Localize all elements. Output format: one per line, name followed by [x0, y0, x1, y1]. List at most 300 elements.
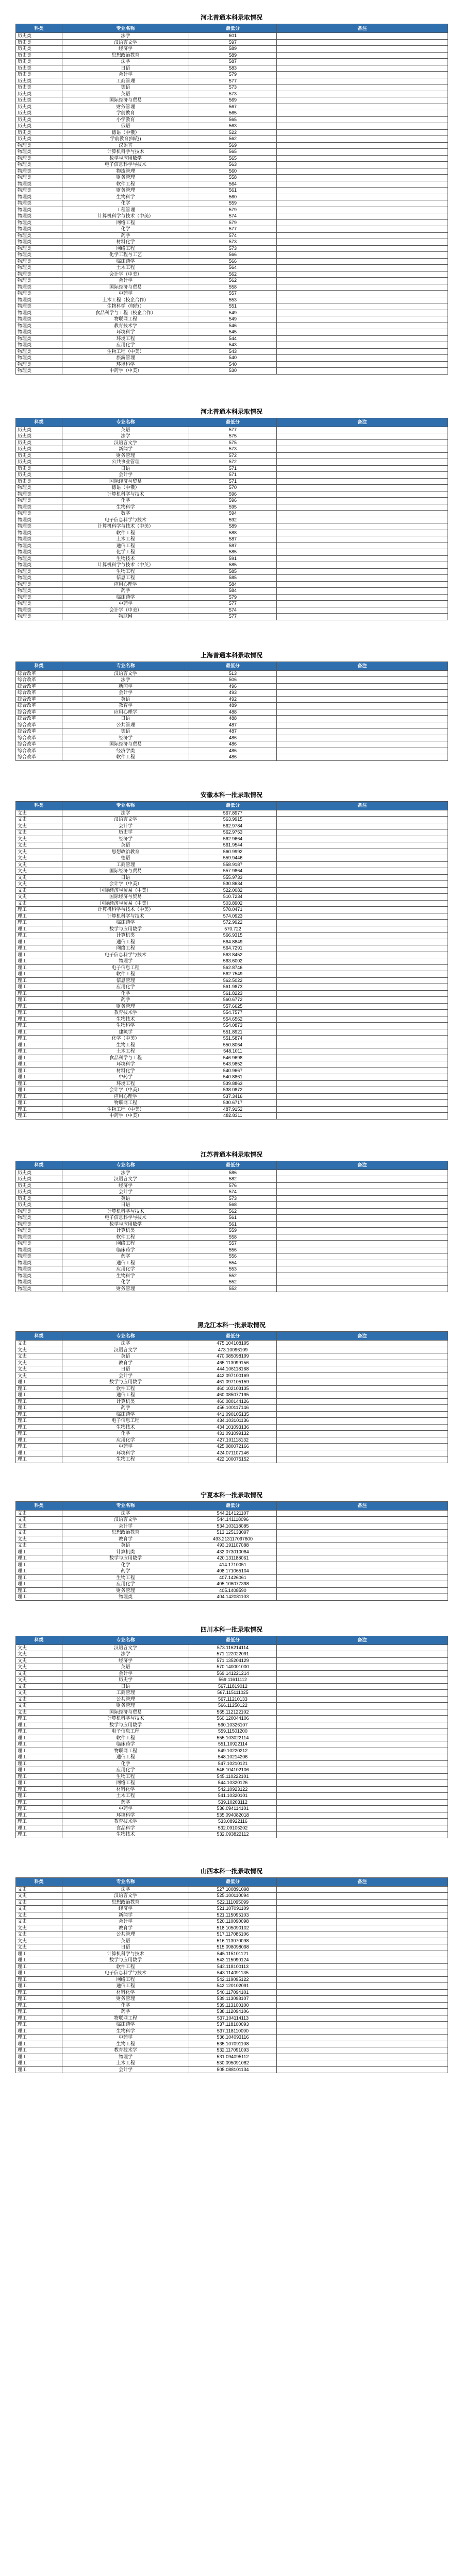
- remark-cell: [277, 568, 448, 575]
- major-cell: 计算机科学与技术（中美）: [62, 907, 189, 913]
- min-score-cell: 570.722: [189, 926, 277, 933]
- min-score-cell: 571.135204129: [189, 1657, 277, 1664]
- major-cell: 汉语言文学: [62, 1645, 189, 1651]
- admission-table: [15, 1501, 448, 1601]
- major-cell: 汉语言: [62, 142, 189, 149]
- admission-table: [15, 801, 448, 1120]
- remark-cell: [277, 1925, 448, 1931]
- table-row: [16, 1594, 448, 1601]
- major-cell: 电子信息工程: [62, 964, 189, 971]
- remark-cell: [277, 823, 448, 829]
- major-cell: 软件工程: [62, 1385, 189, 1392]
- major-cell: 汉语言文学: [62, 1517, 189, 1523]
- category-cell: 物理类: [16, 265, 62, 272]
- major-cell: 应用化学: [62, 1437, 189, 1444]
- remark-cell: [277, 2041, 448, 2047]
- remark-cell: [277, 1819, 448, 1825]
- category-cell: 物理类: [16, 1208, 62, 1215]
- min-score-cell: 573: [189, 91, 277, 97]
- table-row: [16, 1202, 448, 1209]
- remark-cell: [277, 1919, 448, 1925]
- remark-cell: [277, 439, 448, 446]
- category-cell: 理工: [16, 1568, 62, 1575]
- min-score-cell: 574: [189, 1189, 277, 1196]
- category-cell: 物理类: [16, 1266, 62, 1273]
- table-row: [16, 1957, 448, 1964]
- table-row: [16, 1677, 448, 1684]
- major-cell: 网络工程: [62, 945, 189, 952]
- table-row: [16, 1266, 448, 1273]
- major-cell: 化学: [62, 200, 189, 207]
- table-row: [16, 1722, 448, 1728]
- column-header: 科类: [16, 662, 62, 670]
- remark-cell: [277, 1664, 448, 1671]
- remark-cell: [277, 1970, 448, 1977]
- min-score-cell: 532.09106202: [189, 1825, 277, 1832]
- table-row: [16, 2022, 448, 2028]
- major-cell: 化学: [62, 498, 189, 504]
- table-row: [16, 1279, 448, 1286]
- min-score-cell: 544.141118096: [189, 1517, 277, 1523]
- category-cell: 文史: [16, 1906, 62, 1912]
- min-score-cell: 456.100117146: [189, 1405, 277, 1412]
- min-score-cell: 424.071107146: [189, 1450, 277, 1456]
- table-row: [16, 2002, 448, 2009]
- min-score-cell: 558.9187: [189, 861, 277, 868]
- category-cell: 物理类: [16, 194, 62, 200]
- major-cell: 生物技术: [62, 555, 189, 562]
- category-cell: 理工: [16, 1825, 62, 1832]
- min-score-cell: 589: [189, 523, 277, 530]
- remark-cell: [277, 33, 448, 40]
- major-cell: 计算机类: [62, 933, 189, 939]
- table-row: [16, 1372, 448, 1379]
- table-header-row: [16, 1877, 448, 1886]
- table-row: [16, 2009, 448, 2015]
- table-row: [16, 952, 448, 958]
- remark-cell: [277, 614, 448, 620]
- table-row: [16, 703, 448, 709]
- table-row: [16, 990, 448, 997]
- category-cell: 物理类: [16, 355, 62, 362]
- remark-cell: [277, 232, 448, 239]
- min-score-cell: 573.116214114: [189, 1645, 277, 1651]
- category-cell: 理工: [16, 1023, 62, 1029]
- major-cell: 历史学: [62, 829, 189, 836]
- category-cell: 物理类: [16, 284, 62, 291]
- table-row: [16, 1549, 448, 1555]
- table-row: [16, 297, 448, 303]
- major-cell: 生物工程: [62, 1574, 189, 1581]
- remark-cell: [277, 355, 448, 362]
- table-row: [16, 1970, 448, 1977]
- min-score-cell: 551.5874: [189, 1036, 277, 1042]
- category-cell: 理工: [16, 1029, 62, 1036]
- category-cell: 综合改革: [16, 709, 62, 716]
- category-cell: 文史: [16, 1651, 62, 1658]
- major-cell: 新闻学: [62, 1912, 189, 1919]
- major-cell: 汉语言文学: [62, 1347, 189, 1353]
- remark-cell: [277, 1963, 448, 1970]
- major-cell: 生物科学: [62, 194, 189, 200]
- min-score-cell: 543.9852: [189, 1061, 277, 1068]
- major-cell: 生物工程: [62, 1773, 189, 1780]
- remark-cell: [277, 175, 448, 181]
- major-cell: 材料化学: [62, 239, 189, 246]
- column-header: 最低分: [189, 24, 277, 33]
- min-score-cell: 486: [189, 748, 277, 754]
- remark-cell: [277, 1996, 448, 2003]
- remark-cell: [277, 1385, 448, 1392]
- major-cell: 应用化学: [62, 1266, 189, 1273]
- major-cell: 法学: [62, 59, 189, 65]
- category-cell: 理工: [16, 1418, 62, 1425]
- table-row: [16, 1437, 448, 1444]
- min-score-cell: 549: [189, 310, 277, 316]
- major-cell: 计算机科学与技术: [62, 1716, 189, 1722]
- min-score-cell: 414.1710051: [189, 1562, 277, 1568]
- remark-cell: [277, 181, 448, 188]
- major-cell: 化学工程: [62, 549, 189, 556]
- major-cell: 应用化学: [62, 984, 189, 991]
- major-cell: 汉语言文学: [62, 1893, 189, 1900]
- category-cell: 理工: [16, 1411, 62, 1418]
- min-score-cell: 425.080072166: [189, 1444, 277, 1450]
- min-score-cell: 573: [189, 245, 277, 252]
- major-cell: 教育学: [62, 703, 189, 709]
- min-score-cell: 486: [189, 741, 277, 748]
- major-cell: 思想政治教育: [62, 1530, 189, 1536]
- remark-cell: [277, 1767, 448, 1774]
- remark-cell: [277, 1793, 448, 1800]
- category-cell: 物理类: [16, 581, 62, 588]
- min-score-cell: 566: [189, 258, 277, 265]
- major-cell: 化学: [62, 2002, 189, 2009]
- category-cell: 理工: [16, 1080, 62, 1087]
- major-cell: 材料化学: [62, 1989, 189, 1996]
- category-cell: 理工: [16, 1450, 62, 1456]
- table-row: [16, 1195, 448, 1202]
- remark-cell: [277, 1279, 448, 1286]
- category-cell: 物理类: [16, 368, 62, 375]
- table-row: [16, 245, 448, 252]
- category-cell: 文史: [16, 1703, 62, 1709]
- major-cell: 中药学: [62, 2035, 189, 2041]
- remark-cell: [277, 1418, 448, 1425]
- major-cell: 数学与应用数学: [62, 1221, 189, 1228]
- remark-cell: [277, 1234, 448, 1241]
- remark-cell: [277, 517, 448, 523]
- remark-cell: [277, 491, 448, 498]
- table-row: [16, 355, 448, 362]
- category-cell: 物理类: [16, 536, 62, 543]
- category-cell: 理工: [16, 1799, 62, 1806]
- table-row: [16, 722, 448, 728]
- major-cell: 中药学（中美）: [62, 368, 189, 375]
- remark-cell: [277, 278, 448, 284]
- category-cell: 物理类: [16, 219, 62, 226]
- category-cell: 历史类: [16, 472, 62, 479]
- min-score-cell: 569: [189, 142, 277, 149]
- remark-cell: [277, 168, 448, 175]
- major-cell: 化学（中美）: [62, 1036, 189, 1042]
- major-cell: 土木工程: [62, 536, 189, 543]
- major-cell: 英语: [62, 91, 189, 97]
- category-cell: 文史: [16, 1925, 62, 1931]
- major-cell: 食品科学与工程: [62, 1055, 189, 1061]
- min-score-cell: 551.10922114: [189, 1741, 277, 1748]
- category-cell: 物理类: [16, 342, 62, 349]
- remark-cell: [277, 498, 448, 504]
- min-score-cell: 577: [189, 427, 277, 433]
- remark-cell: [277, 1893, 448, 1900]
- major-cell: 临床药学: [62, 2022, 189, 2028]
- min-score-cell: 527.100891098: [189, 1886, 277, 1893]
- table-row: [16, 1716, 448, 1722]
- major-cell: 药学: [62, 1799, 189, 1806]
- remark-cell: [277, 1182, 448, 1189]
- major-cell: 经济学: [62, 836, 189, 842]
- remark-cell: [277, 1906, 448, 1912]
- min-score-cell: 540.8861: [189, 1074, 277, 1081]
- column-header: 备注: [277, 1501, 448, 1510]
- major-cell: 历史学: [62, 1677, 189, 1684]
- major-cell: 电子信息科学与技术: [62, 952, 189, 958]
- category-cell: 物理类: [16, 278, 62, 284]
- table-row: [16, 2060, 448, 2067]
- remark-cell: [277, 316, 448, 323]
- remark-cell: [277, 1260, 448, 1266]
- section-title: 河北普通本科录取情况: [200, 14, 262, 21]
- major-cell: 会计学: [62, 72, 189, 78]
- remark-cell: [277, 530, 448, 536]
- category-cell: 物理类: [16, 361, 62, 368]
- remark-cell: [277, 1799, 448, 1806]
- major-cell: 材料化学: [62, 1067, 189, 1074]
- table-row: [16, 748, 448, 754]
- category-cell: 文史: [16, 1645, 62, 1651]
- section-title: 宁夏本科一批录取情况: [200, 1491, 262, 1499]
- table-row: [16, 1996, 448, 2003]
- category-cell: 理工: [16, 2047, 62, 2054]
- remark-cell: [277, 722, 448, 728]
- category-cell: 历史类: [16, 1189, 62, 1196]
- major-cell: 物联网工程: [62, 2015, 189, 2022]
- table-row: [16, 104, 448, 110]
- min-score-cell: 597: [189, 39, 277, 46]
- table-row: [16, 1100, 448, 1107]
- major-cell: 日语: [62, 1944, 189, 1951]
- min-score-cell: 554.0873: [189, 1023, 277, 1029]
- table-row: [16, 278, 448, 284]
- min-score-cell: 559: [189, 1228, 277, 1234]
- remark-cell: [277, 291, 448, 297]
- min-score-cell: 516.113070098: [189, 1938, 277, 1944]
- min-score-cell: 557: [189, 1241, 277, 1247]
- min-score-cell: 493.213117097600: [189, 1536, 277, 1543]
- table-row: [16, 2041, 448, 2047]
- min-score-cell: 539.8863: [189, 1080, 277, 1087]
- remark-cell: [277, 990, 448, 997]
- major-cell: 会计学: [62, 1189, 189, 1196]
- category-cell: 物理类: [16, 162, 62, 168]
- major-cell: 德语（中俄）: [62, 485, 189, 492]
- major-cell: 汉语言文学: [62, 439, 189, 446]
- min-score-cell: 562: [189, 136, 277, 143]
- min-score-cell: 576: [189, 1182, 277, 1189]
- major-cell: 汉语言文学: [62, 39, 189, 46]
- major-cell: 网络工程: [62, 1976, 189, 1983]
- min-score-cell: 561: [189, 1215, 277, 1222]
- category-cell: 物理类: [16, 316, 62, 323]
- min-score-cell: 596: [189, 498, 277, 504]
- min-score-cell: 545.115101121: [189, 1951, 277, 1957]
- remark-cell: [277, 2009, 448, 2015]
- major-cell: 生物技术: [62, 1016, 189, 1023]
- major-cell: 药学: [62, 1253, 189, 1260]
- table-row: [16, 607, 448, 614]
- remark-cell: [277, 581, 448, 588]
- column-header: 科类: [16, 1332, 62, 1341]
- category-cell: 理工: [16, 1456, 62, 1463]
- min-score-cell: 434.101093136: [189, 1424, 277, 1431]
- min-score-cell: 543: [189, 342, 277, 349]
- major-cell: 俄语: [62, 123, 189, 130]
- category-cell: 理工: [16, 913, 62, 920]
- major-cell: 土木工程: [62, 1048, 189, 1055]
- major-cell: 生物科学（师范）: [62, 303, 189, 310]
- category-cell: 文史: [16, 1886, 62, 1893]
- major-cell: 生物工程（中美）: [62, 1106, 189, 1113]
- category-cell: 物理类: [16, 168, 62, 175]
- table-header-row: [16, 801, 448, 810]
- min-score-cell: 561: [189, 188, 277, 194]
- table-row: [16, 271, 448, 278]
- category-cell: 物理类: [16, 271, 62, 278]
- remark-cell: [277, 1170, 448, 1176]
- major-cell: 食品科学与工程（校企合作）: [62, 310, 189, 316]
- category-cell: 理工: [16, 984, 62, 991]
- table-row: [16, 1285, 448, 1292]
- remark-cell: [277, 478, 448, 485]
- table-row: [16, 1780, 448, 1787]
- remark-cell: [277, 829, 448, 836]
- table-row: [16, 1398, 448, 1405]
- category-cell: 文史: [16, 887, 62, 894]
- remark-cell: [277, 465, 448, 472]
- category-cell: 理工: [16, 971, 62, 978]
- table-row: [16, 1767, 448, 1774]
- category-cell: 理工: [16, 1832, 62, 1838]
- min-score-cell: 487.9152: [189, 1106, 277, 1113]
- major-cell: 数学与应用数学: [62, 1555, 189, 1562]
- table-row: [16, 2054, 448, 2060]
- category-cell: 物理类: [16, 232, 62, 239]
- category-cell: 历史类: [16, 465, 62, 472]
- remark-cell: [277, 1285, 448, 1292]
- table-header-row: [16, 24, 448, 33]
- major-cell: 会计学: [62, 1670, 189, 1677]
- min-score-cell: 559.11501200: [189, 1728, 277, 1735]
- category-cell: 历史类: [16, 446, 62, 453]
- major-cell: 会计学: [62, 1919, 189, 1925]
- table-row: [16, 1664, 448, 1671]
- table-row: [16, 581, 448, 588]
- major-cell: 软件工程: [62, 1963, 189, 1970]
- remark-cell: [277, 1944, 448, 1951]
- major-cell: 经济学: [62, 735, 189, 741]
- major-cell: 数学与应用数学: [62, 155, 189, 162]
- min-score-cell: 442.097100169: [189, 1372, 277, 1379]
- section-title: 四川本科一批录取情况: [200, 1625, 262, 1633]
- table-row: [16, 504, 448, 511]
- major-cell: 电子信息科学与技术: [62, 162, 189, 168]
- major-cell: 教育技术学: [62, 2047, 189, 2054]
- remark-cell: [277, 452, 448, 459]
- min-score-cell: 562: [189, 278, 277, 284]
- major-cell: 软件工程: [62, 1735, 189, 1741]
- major-cell: 软件工程: [62, 971, 189, 978]
- table-row: [16, 91, 448, 97]
- min-score-cell: 562.9784: [189, 823, 277, 829]
- major-cell: 法学: [62, 433, 189, 440]
- min-score-cell: 585: [189, 562, 277, 569]
- major-cell: 土木工程: [62, 265, 189, 272]
- table-row: [16, 433, 448, 440]
- table-row: [16, 677, 448, 684]
- category-cell: 文史: [16, 1912, 62, 1919]
- remark-cell: [277, 162, 448, 168]
- remark-cell: [277, 1273, 448, 1279]
- category-cell: 理工: [16, 926, 62, 933]
- table-row: [16, 1906, 448, 1912]
- table-row: [16, 1651, 448, 1658]
- category-cell: 物理类: [16, 175, 62, 181]
- major-cell: 药学: [62, 588, 189, 595]
- min-score-cell: 569.141221214: [189, 1670, 277, 1677]
- min-score-cell: 473.10096109: [189, 1347, 277, 1353]
- table-row: [16, 1353, 448, 1360]
- admission-section: [15, 649, 448, 761]
- table-row: [16, 78, 448, 84]
- min-score-cell: 569.11611112: [189, 1677, 277, 1684]
- remark-cell: [277, 472, 448, 479]
- major-cell: 网络工程: [62, 219, 189, 226]
- min-score-cell: 513.125133097: [189, 1530, 277, 1536]
- min-score-cell: 591: [189, 555, 277, 562]
- table-row: [16, 1016, 448, 1023]
- major-cell: 中药学: [62, 1444, 189, 1450]
- table-row: [16, 575, 448, 582]
- table-row: [16, 894, 448, 901]
- remark-cell: [277, 971, 448, 978]
- table-row: [16, 530, 448, 536]
- remark-cell: [277, 1061, 448, 1068]
- table-row: [16, 683, 448, 690]
- min-score-cell: 492: [189, 696, 277, 703]
- min-score-cell: 553: [189, 297, 277, 303]
- category-cell: 理工: [16, 1957, 62, 1964]
- column-header: 备注: [277, 418, 448, 427]
- remark-cell: [277, 1587, 448, 1594]
- min-score-cell: 570: [189, 485, 277, 492]
- remark-cell: [277, 810, 448, 817]
- table-row: [16, 1912, 448, 1919]
- remark-cell: [277, 690, 448, 697]
- remark-cell: [277, 696, 448, 703]
- category-cell: 理工: [16, 1036, 62, 1042]
- min-score-cell: 540: [189, 355, 277, 362]
